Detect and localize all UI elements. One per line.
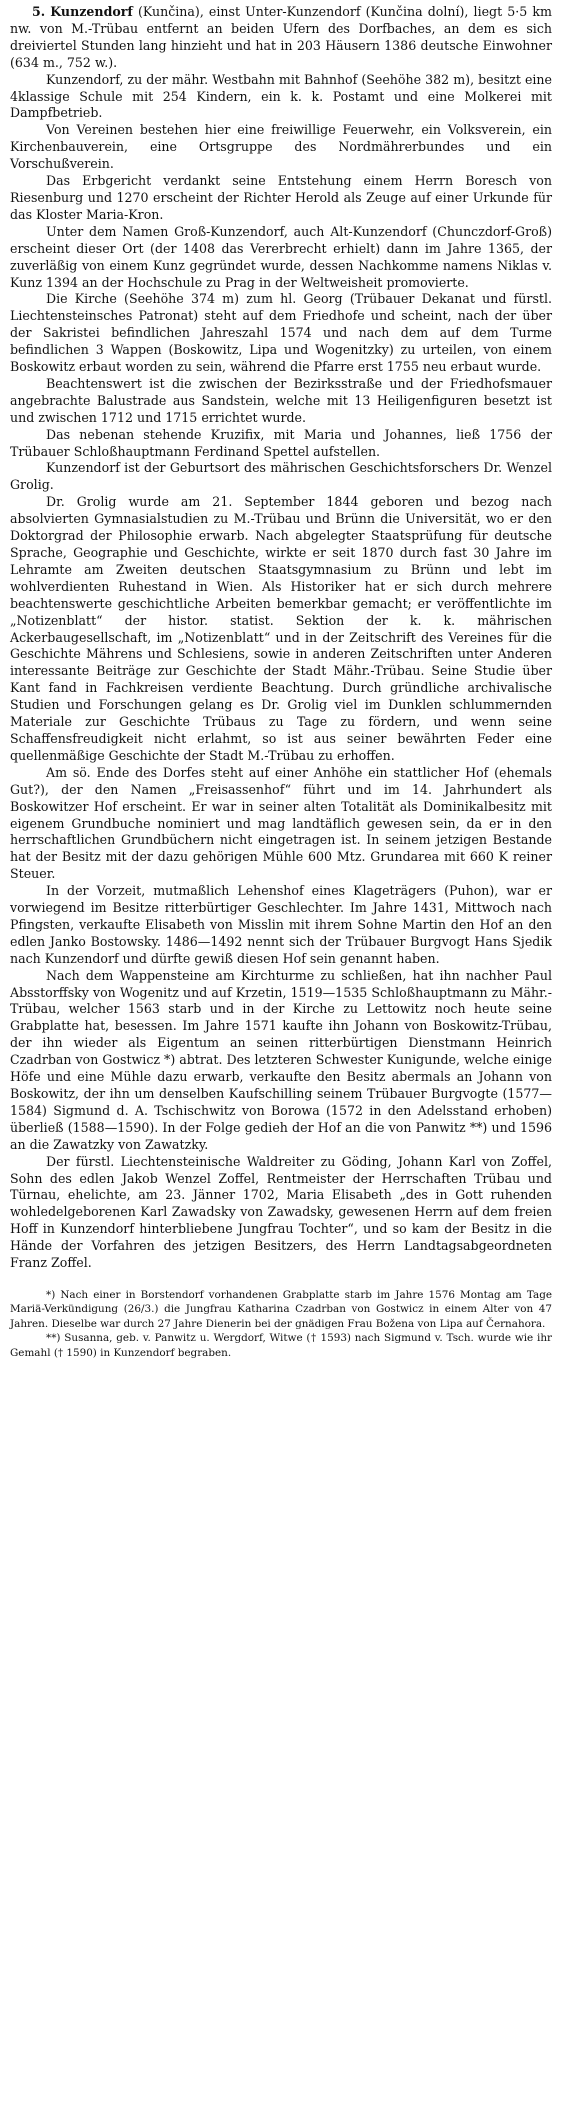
paragraph: In der Vorzeit, mutmaßlich Lehenshof eines Klageträgers (Puhon), war er vorwiegend im Besitze ritterbürtiger Geschlechter. Im Jahre 1431, Mittwoch nach Pfingsten, verkaufte Elisabeth von Misslin mit ihrem Sohne Martin den Hof an den edlen Janko Bostowsky. 1486—1492 nennt sich der Trübauer Burgvogt Hans Sjedik nach Kunzendorf und dürfte gewiß diesen Hof sein genannt haben. [10, 883, 552, 966]
paragraph: Der fürstl. Liechtensteinische Waldreiter zu Göding, Johann Karl von Zoffel, Sohn des edlen Jakob Wenzel Zoffel, Rentmeister der Herrschaften Trübau und Türnau, ehelichte, am 23. Jänner 1702, Maria Elisabeth „des in Gott ruhenden wohledelgeborenen Karl Zawadsky von Zawadsky, gewesenen Herrn auf dem freien Hoff in Kunzendorf hinterbliebene Jungfrau Tochter“, und so kam der Besitz in die Hände der Vorfahren des jetzigen Besitzers, des Herrn Landtagsabgeordneten Franz Zoffel. [10, 1153, 552, 1271]
paragraph: Am sö. Ende des Dorfes steht auf einer Anhöhe ein stattlicher Hof (ehemals Gut?), der den Namen „Freisassenhof“ führt und im 14. Jahrhundert als Boskowitzer Hof erscheint. Er war in seiner alten Totalität als Dominikalbesitz mit eigenem Grundbuche nominiert und mag landtäflich gewesen sein, da er in den herrschaftlichen Grundbüchern nicht eingetragen ist. In seinem jetzigen Bestande hat der Besitz mit der dazu gehörigen Mühle 600 Mtz. Grundarea mit 660 K reiner Steuer. [10, 764, 552, 882]
paragraph: Kunzendorf, zu der mähr. Westbahn mit Bahnhof (Seehöhe 382 m), besitzt eine 4klassige Schule mit 254 Kindern, ein k. k. Postamt und eine Molkerei mit Dampfbetrieb. [10, 71, 552, 121]
entry-intro-text: (Kunčina), einst Unter-Kunzendorf (Kunčina dolní), liegt 5·5 km nw. von M.-Trübau entfernt an beiden Ufern des Dorfbaches, an dem es sich dreiviertel Stunden lang hinzieht und hat in 203 Häusern 1386 deutsche Einwohner (634 m., 752 w.). [10, 4, 552, 70]
page-body [10, 4, 552, 1360]
paragraph: Beachtenswert ist die zwischen der Bezirksstraße und der Friedhofsmauer angebrachte Balustrade aus Sandstein, welche mit 13 Heiligenfiguren besetzt ist und zwischen 1712 und 1715 errichtet wurde. [10, 375, 552, 425]
footnote: **) Susanna, geb. v. Panwitz u. Wergdorf, Witwe († 1593) nach Sigmund v. Tsch. wurde wie ihr Gemahl († 1590) in Kunzendorf begraben. [10, 1332, 552, 1359]
paragraph: Dr. Grolig wurde am 21. September 1844 geboren und bezog nach absolvierten Gymnasialstudien zu M.-Trübau und Brünn die Universität, wo er den Doktorgrad der Philosophie erwarb. Nach abgelegter Staatsprüfung für deutsche Sprache, Geographie und Geschichte, wirkte er seit 1870 durch fast 30 Jahre im Lehramte am Zweiten deutschen Staatsgymnasium zu Brünn und lebt im wohlverdienten Ruhestand in Wien. Als Historiker hat er sich durch mehrere beachtenswerte geschichtliche Arbeiten bemerkbar gemacht; er veröffentlichte im „Notizenblatt“ der histor. statist. Sektion der k. k. mährischen Ackerbaugesellschaft, im „Notizenblatt“ und in der Zeitschrift des Vereines für die Geschichte Mährens und Schlesiens, sowie in anderen Zeitschriften unter Anderen interessante Beiträge zur Geschichte der Stadt Mähr.-Trübau. Seine Studie über Kant fand in Fachkreisen verdiente Beachtung. Durch gründliche archivalische Studien und Forschungen gelang es Dr. Grolig viel im Dunklen schlummernden Materiale zur Geschichte Trübaus zu Tage zu fördern, und wenn seine Schaffensfreudigkeit nicht erlahmt, so ist aus seiner bewährten Feder eine quellenmäßige Geschichte der Stadt M.-Trübau zu erhoffen. [10, 494, 552, 763]
entry-name: Kunzendorf [50, 4, 133, 19]
entry-heading-paragraph [10, 4, 552, 72]
paragraph: Unter dem Namen Groß-Kunzendorf, auch Alt-Kunzendorf (Chunczdorf-Groß) erscheint dieser Ort (der 1408 das Vererbrecht erhielt) dann im Jahre 1365, der zuverläßig von einem Kunz gegründet wurde, dessen Nachkomme namens Niklas v. Kunz 1394 an der Hochschule zu Prag in der Weltweisheit promovierte. [10, 223, 552, 290]
paragraph: Nach dem Wappensteine am Kirchturme zu schließen, hat ihn nachher Paul Absstorffsky von Wogenitz und auf Krzetin, 1519—1535 Schloßhauptmann zu Mähr.-Trübau, welcher 1563 starb und in der Kirche zu Lettowitz noch heute seine Grabplatte hat, besessen. Im Jahre 1571 kaufte ihn Johann von Boskowitz-Trübau, der ihn wieder als Eigentum an seinen ritterbürtigen Dienstmann Heinrich Czadrban von Gostwicz *) abtrat. Des letzteren Schwester Kunigunde, welche einige Höfe und eine Mühle dazu erwarb, verkaufte den Besitz abermals an Johann von Boskowitz, der ihn um denselben Kaufschilling seinem Trübauer Burgvogte (1577—1584) Sigmund d. A. Tschischwitz von Borowa (1572 in den Adelsstand erhoben) überließ (1588—1590). In der Folge gedieh der Hof an die von Panwitz **) und 1596 an die Zawatzky von Zawatzky. [10, 967, 552, 1152]
paragraph: Von Vereinen bestehen hier eine freiwillige Feuerwehr, ein Volksverein, ein Kirchenbauverein, eine Ortsgruppe des Nordmährerbundes und ein Vorschußverein. [10, 122, 552, 172]
paragraph: Kunzendorf ist der Geburtsort des mährischen Geschichtsforschers Dr. Wenzel Grolig. [10, 460, 552, 493]
paragraph: Das nebenan stehende Kruzifix, mit Maria und Johannes, ließ 1756 der Trübauer Schloßhauptmann Ferdinand Spettel aufstellen. [10, 426, 552, 459]
entry-number: 5. [32, 4, 46, 19]
paragraph: Die Kirche (Seehöhe 374 m) zum hl. Georg (Trübauer Dekanat und fürstl. Liechtensteinsches Patronat) steht auf dem Friedhofe und scheint, nach der über der Sakristei befindlichen Jahreszahl 1574 und nach dem auf dem Turme befindlichen 3 Wappen (Boskowitz, Lipa und Wogenitzky) zu urteilen, von einem Boskowitz erbaut worden zu sein, während die Pfarre erst 1755 neu erbaut wurde. [10, 291, 552, 375]
paragraph: Das Erbgericht verdankt seine Entstehung einem Herrn Boresch von Riesenburg und 1270 erscheint der Richter Herold als Zeuge auf einer Urkunde für das Kloster Maria-Kron. [10, 173, 552, 222]
footnote: *) Nach einer in Borstendorf vorhandenen Grabplatte starb im Jahre 1576 Montag am Tage Mariä-Verkündigung (26/3.) die Jungfrau Katharina Czadrban von Gostwicz in einem Alter von 47 Jahren. Dieselbe war durch 27 Jahre Dienerin bei der gnädigen Frau Božena von Lipa auf Černahora. [10, 1288, 552, 1330]
